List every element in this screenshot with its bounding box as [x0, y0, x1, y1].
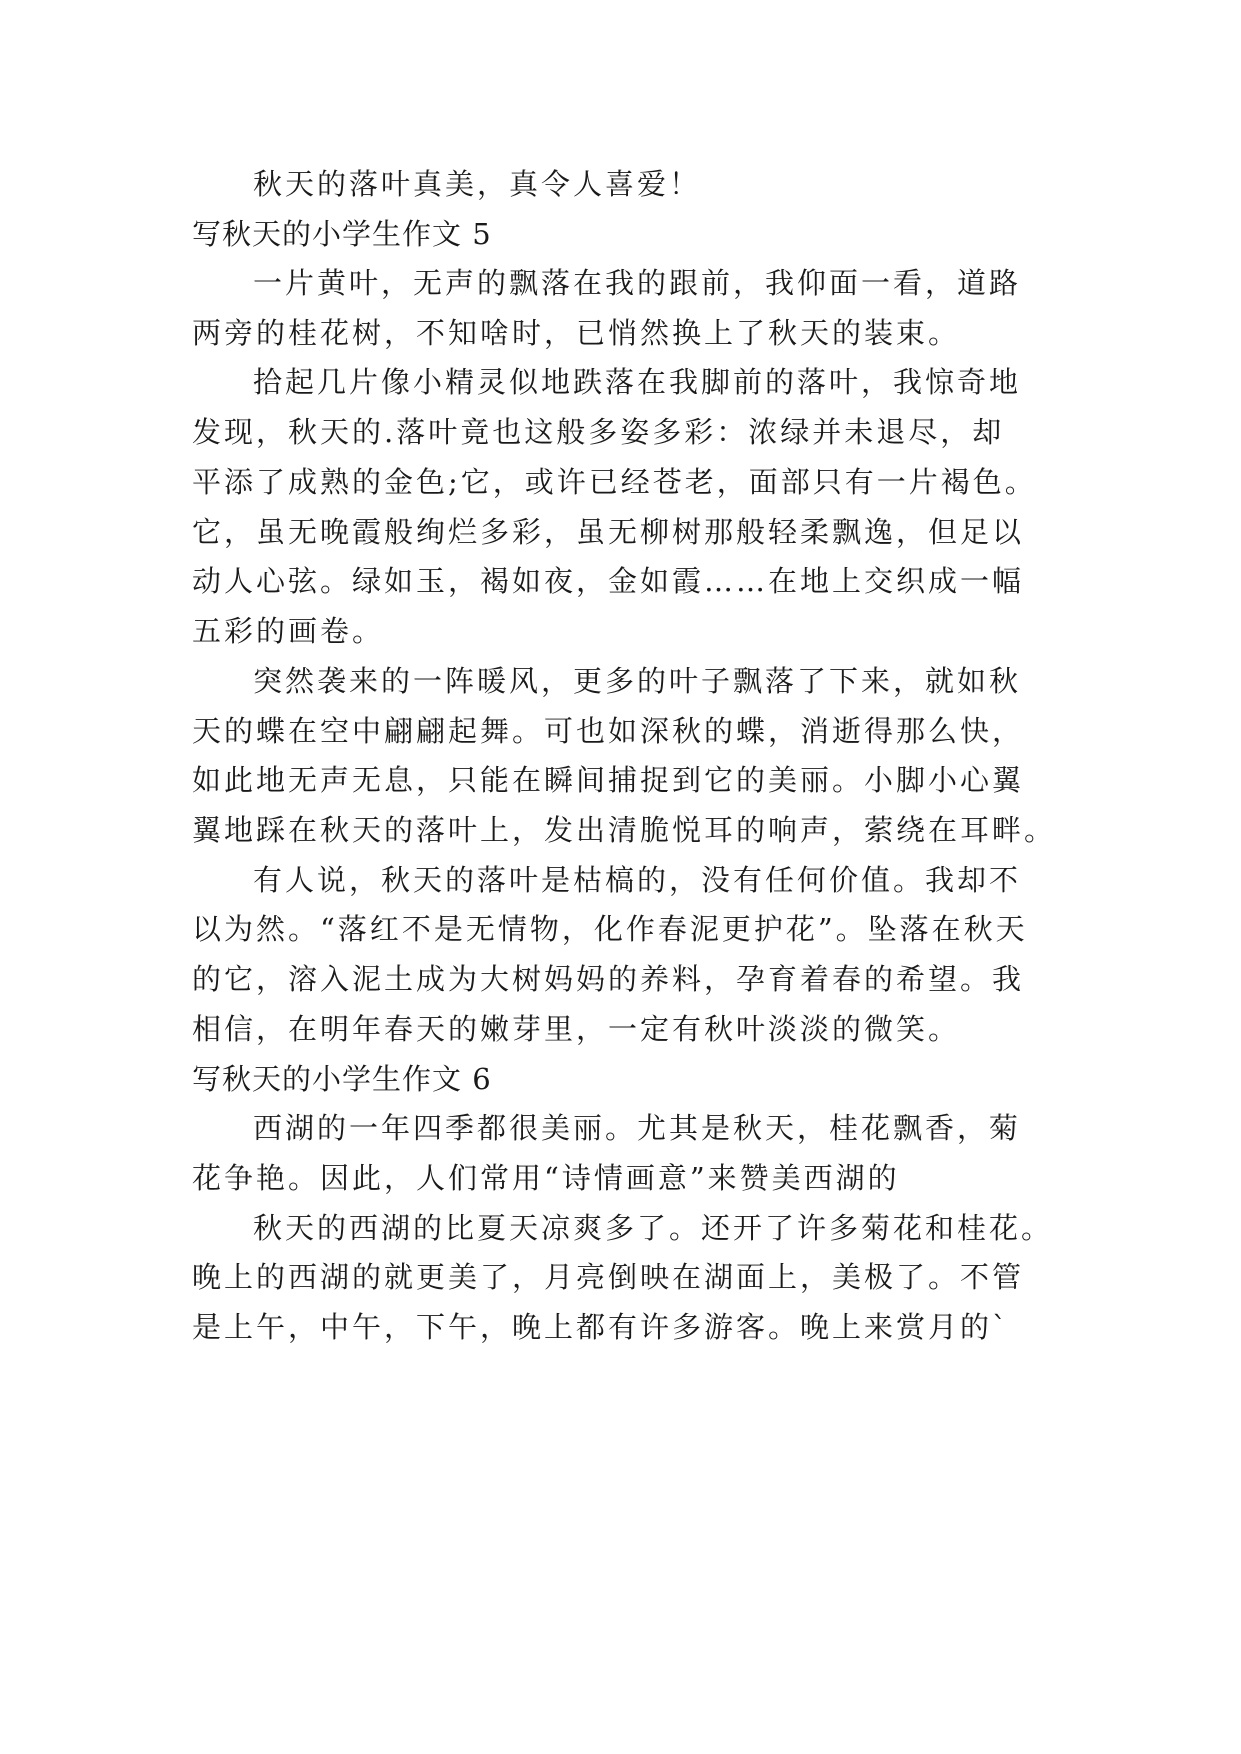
paragraph-line: 晚上的西湖的就更美了，月亮倒映在湖面上，美极了。不管 [192, 1260, 1025, 1294]
paragraph-line: 突然袭来的一阵暖风，更多的叶子飘落了下来，就如秋 [253, 664, 1022, 698]
section-heading: 写秋天的小学生作文 6 [192, 1062, 492, 1096]
paragraph-line: 西湖的一年四季都很美丽。尤其是秋天，桂花飘香，菊 [253, 1111, 1022, 1145]
paragraph-line: 动人心弦。绿如玉，褐如夜，金如霞……在地上交织成一幅 [192, 564, 1025, 598]
paragraph-line: 拾起几片像小精灵似地跌落在我脚前的落叶，我惊奇地 [253, 365, 1022, 399]
paragraph-line: 是上午，中午，下午，晚上都有许多游客。晚上来赏月的` [192, 1310, 1010, 1344]
paragraph-line: 平添了成熟的金色;它，或许已经苍老，面部只有一片褐色。 [192, 465, 1037, 499]
paragraph-line: 天的蝶在空中翩翩起舞。可也如深秋的蝶，消逝得那么快， [192, 714, 1025, 748]
paragraph-line: 五彩的画卷。 [192, 614, 385, 648]
paragraph-line: 秋天的落叶真美，真令人喜爱！ [253, 167, 702, 201]
paragraph-line: 翼地踩在秋天的落叶上，发出清脆悦耳的响声，萦绕在耳畔。 [192, 813, 1057, 847]
paragraph-line: 两旁的桂花树，不知啥时，已悄然换上了秋天的装束。 [192, 316, 961, 350]
paragraph-line: 花争艳。因此，人们常用“诗情画意”来赞美西湖的 [192, 1161, 900, 1195]
paragraph-line: 有人说，秋天的落叶是枯槁的，没有任何价值。我却不 [253, 863, 1022, 897]
paragraph-line: 以为然。“落红不是无情物，化作春泥更护花”。坠落在秋天 [192, 912, 1028, 946]
paragraph-line: 如此地无声无息，只能在瞬间捕捉到它的美丽。小脚小心翼 [192, 763, 1025, 797]
paragraph-line: 一片黄叶，无声的飘落在我的跟前，我仰面一看，道路 [253, 266, 1022, 300]
paragraph-line: 发现，秋天的.落叶竟也这般多姿多彩：浓绿并未退尽，却 [192, 415, 1005, 449]
paragraph-line: 的它，溶入泥土成为大树妈妈的养料，孕育着春的希望。我 [192, 962, 1025, 996]
paragraph-line: 它，虽无晚霞般绚烂多彩，虽无柳树那般轻柔飘逸，但足以 [192, 515, 1025, 549]
section-heading: 写秋天的小学生作文 5 [192, 217, 492, 251]
paragraph-line: 秋天的西湖的比夏天凉爽多了。还开了许多菊花和桂花。 [253, 1211, 1054, 1245]
paragraph-line: 相信，在明年春天的嫩芽里，一定有秋叶淡淡的微笑。 [192, 1012, 961, 1046]
